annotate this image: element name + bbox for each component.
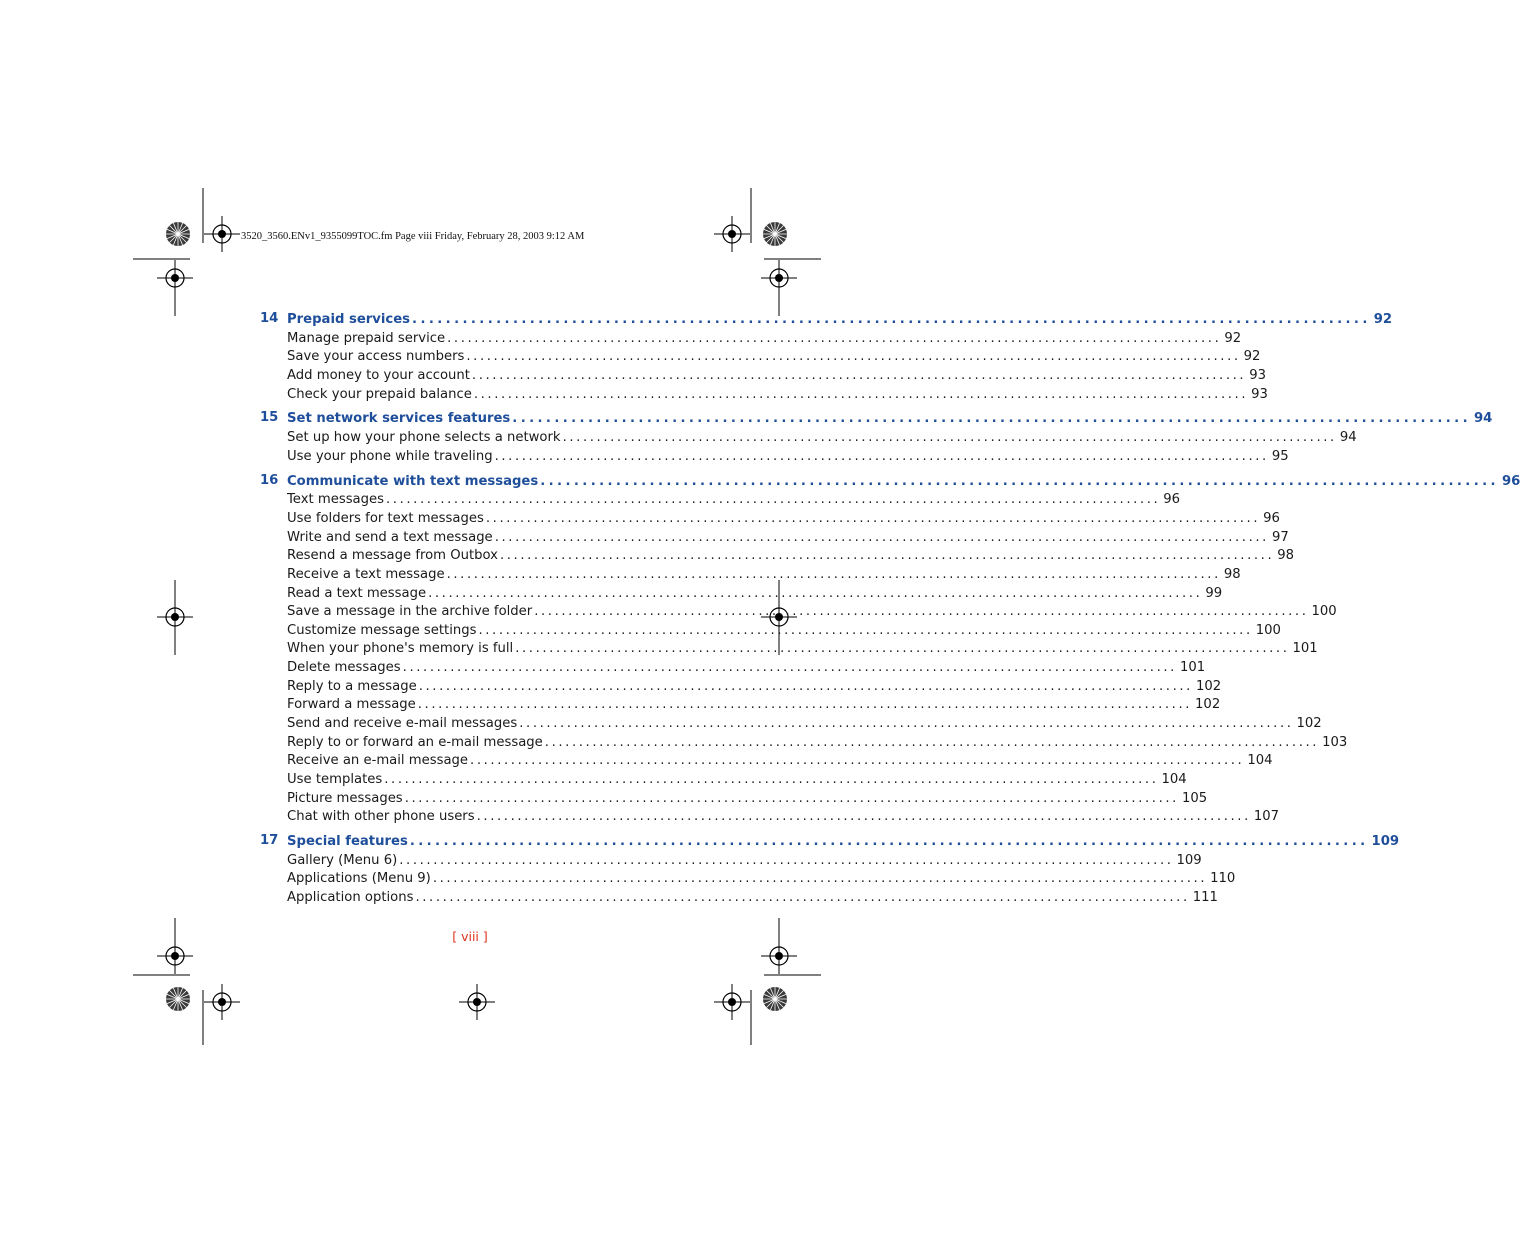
- dot-leader: ..................................................................................................................: [471, 367, 1247, 383]
- toc-entry[interactable]: [287, 510, 1280, 530]
- entry-page-number: 110: [1210, 871, 1236, 887]
- entry-title: Read a text message: [287, 585, 427, 601]
- entry-title: Add money to your account: [287, 367, 470, 383]
- chapter-number: 14: [260, 311, 279, 326]
- entry-page-number: 93: [1249, 367, 1266, 383]
- dot-leader: ..................................................................................................................: [519, 716, 1294, 732]
- entry-page-number: 101: [1179, 660, 1206, 676]
- toc-entry[interactable]: [287, 529, 1289, 549]
- entry-title: Use your phone while traveling: [287, 448, 493, 464]
- entry-title: Receive an e-mail message: [287, 753, 469, 769]
- chapter-title: Prepaid services: [287, 312, 411, 327]
- chapter-number: 16: [260, 472, 279, 488]
- dot-leader: ..................................................................................................................: [384, 772, 1159, 787]
- dot-leader: ..................................................................................................................: [402, 660, 1177, 676]
- entry-title: When your phone's memory is full: [287, 641, 514, 657]
- toc-entry[interactable]: [287, 585, 1223, 605]
- toc-entry[interactable]: [287, 660, 1206, 679]
- dot-leader: ..................................................................................................................: [404, 790, 1179, 806]
- entry-page-number: 100: [1311, 604, 1337, 620]
- dot-leader: ..................................................................................................................: [544, 734, 1320, 750]
- toc-entry[interactable]: [287, 716, 1322, 735]
- entry-page-number: 94: [1339, 430, 1357, 446]
- dot-leader: ..................................................................................................................: [415, 890, 1190, 906]
- chapter-title: Communicate with text messages: [287, 473, 539, 489]
- dot-leader: ..................................................................................................................: [399, 852, 1174, 868]
- entry-title: Write and send a text message: [287, 529, 493, 545]
- entry-page-number: 104: [1247, 753, 1273, 769]
- dot-leader: ..................................................................................................................: [432, 871, 1208, 887]
- entry-title: Save a message in the archive folder: [287, 604, 533, 620]
- entry-title: Check your prepaid balance: [287, 386, 472, 402]
- entry-title: Delete messages: [287, 660, 401, 676]
- entry-title: Forward a message: [287, 697, 416, 713]
- entry-title: Use templates: [287, 772, 383, 787]
- dot-leader: ..................................................................................................................: [447, 330, 1222, 346]
- chapter-title: Set network services features: [287, 411, 511, 427]
- entry-title: Gallery (Menu 6): [287, 852, 398, 868]
- entry-page-number: 92: [1224, 330, 1242, 346]
- chapter-page-number: 92: [1373, 312, 1393, 327]
- dot-leader: ..................................................................................................................: [446, 566, 1221, 582]
- entry-page-number: 96: [1163, 492, 1181, 508]
- entry-page-number: 102: [1195, 678, 1222, 694]
- chapter-title: Special features: [287, 834, 408, 850]
- entry-title: Save your access numbers: [287, 349, 465, 365]
- entry-title: Chat with other phone users: [287, 809, 475, 825]
- dot-leader: ..................................................................................................................: [512, 411, 1471, 427]
- entry-page-number: 107: [1253, 809, 1280, 825]
- entry-page-number: 92: [1243, 349, 1261, 365]
- dot-leader: ..................................................................................................................: [534, 604, 1309, 620]
- dot-leader: ..................................................................................................................: [412, 312, 1371, 327]
- toc-entry[interactable]: [287, 349, 1261, 368]
- page-folio: [ viii ]: [452, 929, 488, 944]
- entry-page-number: 103: [1322, 734, 1348, 750]
- toc-entry[interactable]: [287, 386, 1268, 406]
- dot-leader: ..................................................................................................................: [562, 430, 1337, 446]
- dot-leader: ..................................................................................................................: [515, 641, 1290, 657]
- chapter-heading[interactable]: [287, 473, 1520, 493]
- toc-entry[interactable]: [287, 604, 1337, 623]
- entry-page-number: 104: [1161, 772, 1187, 787]
- entry-page-number: 111: [1192, 890, 1218, 906]
- entry-page-number: 101: [1292, 641, 1318, 657]
- entry-page-number: 102: [1195, 697, 1221, 713]
- entry-page-number: 99: [1205, 585, 1223, 601]
- entry-title: Reply to or forward an e-mail message: [287, 734, 543, 750]
- entry-page-number: 97: [1271, 529, 1289, 545]
- toc-entry[interactable]: [287, 641, 1318, 660]
- chapter-number: 15: [260, 410, 279, 426]
- entry-page-number: 100: [1255, 622, 1281, 638]
- entry-title: Picture messages: [287, 790, 403, 806]
- chapter-heading[interactable]: [287, 411, 1493, 430]
- entry-title: Resend a message from Outbox: [287, 548, 498, 564]
- toc-entry[interactable]: [287, 890, 1218, 909]
- dot-leader: ..................................................................................................................: [476, 809, 1251, 825]
- entry-page-number: 95: [1271, 448, 1289, 464]
- dot-leader: ..................................................................................................................: [494, 529, 1269, 545]
- entry-title: Reply to a message: [287, 678, 417, 694]
- toc-entry[interactable]: [287, 492, 1181, 511]
- dot-leader: ..................................................................................................................: [478, 622, 1253, 638]
- entry-page-number: 98: [1277, 548, 1295, 564]
- toc-entry[interactable]: [287, 448, 1289, 468]
- chapter-page-number: 96: [1501, 473, 1520, 489]
- chapter-page-number: 94: [1474, 411, 1493, 427]
- dot-leader: ..................................................................................................................: [485, 510, 1261, 526]
- entry-title: Send and receive e-mail messages: [287, 716, 518, 732]
- dot-leader: ..................................................................................................................: [466, 349, 1241, 365]
- entry-title: Text messages: [287, 492, 384, 508]
- entry-page-number: 93: [1251, 386, 1268, 402]
- toc-entry[interactable]: [287, 871, 1236, 890]
- entry-title: Set up how your phone selects a network: [287, 430, 561, 446]
- toc-entry[interactable]: [287, 852, 1202, 872]
- toc-entry[interactable]: [287, 678, 1222, 698]
- dot-leader: ..................................................................................................................: [417, 697, 1193, 713]
- entry-page-number: 98: [1223, 566, 1241, 582]
- chapter-page-number: 109: [1371, 834, 1400, 850]
- toc-entry[interactable]: [287, 566, 1241, 586]
- dot-leader: ..................................................................................................................: [473, 386, 1249, 402]
- dot-leader: ..................................................................................................................: [409, 834, 1369, 850]
- entry-page-number: 102: [1296, 716, 1322, 732]
- entry-page-number: 109: [1176, 852, 1202, 868]
- toc-entry[interactable]: [287, 790, 1208, 810]
- dot-leader: ..................................................................................................................: [470, 753, 1245, 769]
- entry-title: Application options: [287, 890, 414, 906]
- toc-entry[interactable]: [287, 622, 1281, 642]
- entry-title: Manage prepaid service: [287, 330, 446, 346]
- dot-leader: ..................................................................................................................: [494, 448, 1269, 464]
- entry-title: Customize message settings: [287, 622, 477, 638]
- toc-entry[interactable]: [287, 772, 1187, 791]
- dot-leader: ..................................................................................................................: [418, 678, 1193, 694]
- dot-leader: ..................................................................................................................: [428, 585, 1203, 601]
- entry-title: Applications (Menu 9): [287, 871, 431, 887]
- toc-entry[interactable]: [287, 330, 1242, 350]
- toc-entry[interactable]: [287, 734, 1348, 754]
- chapter-heading[interactable]: [287, 312, 1393, 331]
- dot-leader: ..................................................................................................................: [540, 473, 1499, 489]
- toc-entry[interactable]: [287, 548, 1295, 567]
- dot-leader: ..................................................................................................................: [499, 548, 1275, 564]
- entry-title: Use folders for text messages: [287, 510, 484, 526]
- file-info-header: 3520_3560.ENv1_9355099TOC.fm Page viii Friday, February 28, 2003 9:12 AM: [241, 231, 585, 242]
- toc-entry[interactable]: [287, 367, 1266, 387]
- chapter-number: 17: [260, 833, 279, 849]
- entry-page-number: 96: [1263, 510, 1280, 526]
- chapter-heading[interactable]: [287, 834, 1400, 853]
- toc-entry[interactable]: [287, 809, 1280, 828]
- entry-page-number: 105: [1181, 790, 1208, 806]
- toc-entry[interactable]: [287, 753, 1273, 772]
- toc-entry[interactable]: [287, 430, 1357, 449]
- entry-title: Receive a text message: [287, 566, 445, 582]
- dot-leader: ..................................................................................................................: [386, 492, 1161, 508]
- toc-entry[interactable]: [287, 697, 1221, 716]
